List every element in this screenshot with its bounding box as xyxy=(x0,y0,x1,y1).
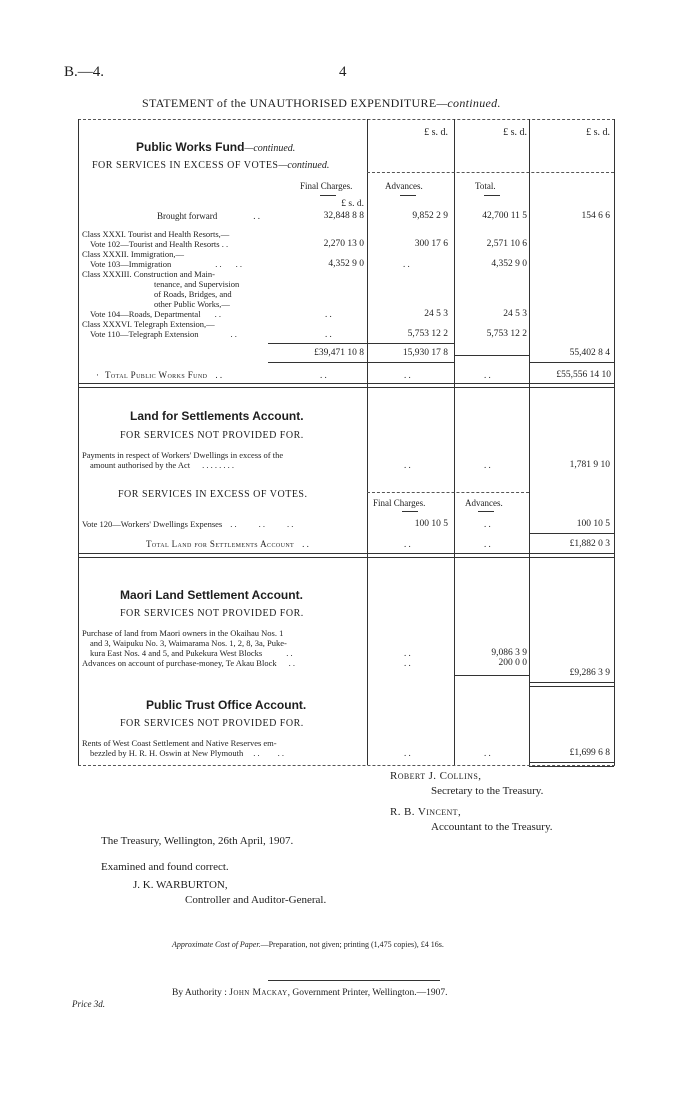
left-border xyxy=(78,119,79,765)
pwf-advances-header: Advances. xyxy=(385,181,423,191)
subtotal-rule-left xyxy=(268,343,454,344)
pwf-heading-cont: —continued. xyxy=(244,143,296,154)
lsa-payments-value: 1,781 9 10 xyxy=(569,460,610,470)
leader-dots: . . xyxy=(302,539,309,549)
mls-purchase-line-3 xyxy=(90,648,293,658)
leader-dots: . . xyxy=(230,329,237,339)
leader-dots: . . xyxy=(404,648,411,658)
pwf-heading-text: Public Works Fund xyxy=(136,140,245,154)
mls-total-double-rule xyxy=(529,682,614,687)
leader-dots: . . xyxy=(325,309,332,319)
pwf-total-header: Total. xyxy=(475,181,496,191)
page-title xyxy=(142,96,501,111)
leader-dots: . . xyxy=(404,539,411,549)
mls-advances-line xyxy=(82,658,295,668)
signatory-3-title: Controller and Auditor-General. xyxy=(185,894,327,906)
leader-dots: . . xyxy=(277,748,284,758)
leader-dots: . . xyxy=(235,259,243,269)
pwf-subheading-rule xyxy=(367,172,614,173)
class-xxxiii-line-3: of Roads, Bridges, and xyxy=(154,289,232,299)
rule xyxy=(402,511,418,512)
column-header-2: £ s. d. xyxy=(503,127,527,138)
leader-dots: . . xyxy=(325,329,332,339)
vote-104-label xyxy=(90,309,221,319)
mls-advances-text: Advances on account of purchase-money, Te Akau Block xyxy=(82,658,277,668)
rule xyxy=(529,533,614,534)
signatory-3-name: J. K. WARBURTON, xyxy=(133,879,228,891)
signatory-1-name: Robert J. Collins, xyxy=(390,770,482,782)
leader-dots: . . . . . . . . xyxy=(202,460,234,470)
class-xxxii-label: Class XXXII. Immigration,— xyxy=(82,249,184,259)
leader-dots: . . xyxy=(230,519,237,529)
bf-label-text: Brought forward xyxy=(157,211,218,221)
lsa-advances-header: Advances. xyxy=(465,498,503,508)
lsa-total-label xyxy=(146,539,309,549)
signatory-1-title: Secretary to the Treasury. xyxy=(431,785,544,797)
vote-102-total: 2,571 10 6 xyxy=(486,239,527,249)
pto-rents-line-1: Rents of West Coast Settlement and Native Reserves em- xyxy=(82,738,277,748)
cost-of-paper xyxy=(172,940,444,949)
class-xxxiii-line-4: other Public Works,— xyxy=(154,299,230,309)
leader-dots: . . xyxy=(484,460,491,470)
leader-dots: . . xyxy=(258,519,265,529)
leader-dots: . . xyxy=(484,519,491,529)
page-number: 4 xyxy=(339,64,347,80)
right-border xyxy=(614,119,615,765)
lsa-subheading-1: FOR SERVICES NOT PROVIDED FOR. xyxy=(120,430,304,441)
vote-120-right: 100 10 5 xyxy=(576,519,610,529)
pwf-sub-cont: —continued. xyxy=(278,160,330,171)
bf-total: 42,700 11 5 xyxy=(482,211,527,221)
leader-dots: . . xyxy=(404,460,411,470)
pwf-lsd-header: £ s. d. xyxy=(341,199,364,209)
column-divider-2 xyxy=(454,119,455,765)
leader-dots: . . xyxy=(403,259,410,269)
vote-120-text: Vote 120—Workers' Dwellings Expenses xyxy=(82,519,223,529)
bf-advances: 9,852 2 9 xyxy=(412,211,448,221)
title-of: of the xyxy=(213,96,250,110)
leader-dots: . . xyxy=(404,658,411,668)
rule xyxy=(478,511,494,512)
mls-advances-value: 200 0 0 xyxy=(498,658,527,668)
table-top-rule xyxy=(78,119,615,120)
footer-rule xyxy=(268,980,440,981)
vote-102-label: Vote 102—Tourist and Health Resorts . . xyxy=(90,239,229,249)
pwf-total-label xyxy=(96,370,222,380)
lsa-subheading-2: FOR SERVICES IN EXCESS OF VOTES. xyxy=(118,489,308,500)
examined-note: Examined and found correct. xyxy=(101,861,229,873)
leader-dots: . . xyxy=(320,370,327,380)
pwf-heading xyxy=(136,140,295,154)
lsa-payments-line-2 xyxy=(90,460,234,470)
mls-subheading: FOR SERVICES NOT PROVIDED FOR. xyxy=(120,608,304,619)
mls-purchase-text: kura East Nos. 4 and 5, and Pukekura West Blocks xyxy=(90,648,263,658)
subtotal-link-rule xyxy=(454,355,529,356)
rule xyxy=(367,492,529,493)
lsa-heading: Land for Settlements Account. xyxy=(130,409,304,423)
page-reference: B.—4. xyxy=(64,64,105,80)
price: Price 3d. xyxy=(72,999,105,1009)
lsa-total-text: Total Land for Settlements Account xyxy=(146,539,295,549)
lsa-payments-line-1: Payments in respect of Workers' Dwellings in excess of the xyxy=(82,450,284,460)
vote-102-advances: 300 17 6 xyxy=(414,239,448,249)
place-and-date: The Treasury, Wellington, 26th April, 1907. xyxy=(101,835,294,847)
pwf-total-value: £55,556 14 10 xyxy=(556,370,611,380)
leader-dots: . . xyxy=(288,658,295,668)
pto-double-rule xyxy=(529,762,614,767)
bullet: · xyxy=(96,370,99,380)
bf-final: 32,848 8 8 xyxy=(323,211,364,221)
mls-link-rule xyxy=(454,675,529,676)
lsa-total-double-rule xyxy=(78,553,614,558)
pwf-subtotal-final: £39,471 10 8 xyxy=(314,348,364,358)
leader-dots: . . xyxy=(215,370,223,380)
pwf-subtotal-right: 55,402 8 4 xyxy=(569,348,610,358)
rule xyxy=(484,195,500,196)
pto-rents-line-2 xyxy=(90,748,284,758)
title-lead: STATEMENT xyxy=(142,96,214,110)
lsa-payments-text: amount authorised by the Act xyxy=(90,460,191,470)
pwf-sub-text: FOR SERVICES IN EXCESS OF VOTES xyxy=(92,160,279,171)
pwf-final-charges-header: Final Charges. xyxy=(300,181,353,191)
vote-104-text: Vote 104—Roads, Departmental xyxy=(90,309,201,319)
title-main: UNAUTHORISED EXPENDITURE xyxy=(249,96,437,110)
leader-dots: . . xyxy=(404,370,411,380)
signatory-2-title: Accountant to the Treasury. xyxy=(431,821,553,833)
authority-pre: By Authority : xyxy=(172,988,230,998)
rule xyxy=(400,195,416,196)
vote-110-advances: 5,753 12 2 xyxy=(407,329,448,339)
vote-102-final: 2,270 13 0 xyxy=(323,239,364,249)
vote-103-text: Vote 103—Immigration xyxy=(90,259,172,269)
leader-dots: . . xyxy=(215,259,222,269)
pwf-total-double-rule xyxy=(78,383,614,388)
leader-dots: . . xyxy=(286,648,293,658)
class-xxxi-label: Class XXXI. Tourist and Health Resorts,— xyxy=(82,229,230,239)
pto-rents-text: bezzled by H. R. H. Oswin at New Plymouth xyxy=(90,748,244,758)
cost-label: Approximate Cost of Paper. xyxy=(172,940,261,949)
leader-dots: . . xyxy=(484,539,491,549)
column-divider-1 xyxy=(367,119,368,765)
mls-purchase-line-2: and 3, Waipuku No. 3, Waimarama Nos. 1, 2, 8, 3a, Puke- xyxy=(90,638,287,648)
printer-imprint xyxy=(172,988,448,998)
leader-dots: . . xyxy=(253,748,260,758)
vote-104-total: 24 5 3 xyxy=(503,309,527,319)
title-continued: —continued. xyxy=(436,96,501,110)
vote-120-final: 100 10 5 xyxy=(414,519,448,529)
cost-text: —Preparation, not given; printing (1,475 copies), £4 16s. xyxy=(260,940,444,949)
mls-purchase-line-1: Purchase of land from Maori owners in the Okaihau Nos. 1 xyxy=(82,628,284,638)
class-xxxiii-line-2: tenance, and Supervision xyxy=(154,279,240,289)
leader-dots: . . xyxy=(214,309,221,319)
bf-right: 154 6 6 xyxy=(581,211,610,221)
pto-subheading: FOR SERVICES NOT PROVIDED FOR. xyxy=(120,718,304,729)
column-divider-3 xyxy=(529,119,530,765)
rule xyxy=(268,362,454,363)
leader-dots: . . xyxy=(286,519,294,529)
vote-110-total: 5,753 12 2 xyxy=(486,329,527,339)
mls-heading: Maori Land Settlement Account. xyxy=(120,588,303,602)
vote-103-label xyxy=(90,259,242,269)
printer-name: John Mackay xyxy=(229,988,288,998)
vote-103-final: 4,352 9 0 xyxy=(328,259,364,269)
vote-120-label xyxy=(82,519,293,529)
rule xyxy=(529,362,614,363)
pto-value: £1,699 6 8 xyxy=(569,748,610,758)
leader-dots: . . xyxy=(253,211,260,221)
authority-post: , Government Printer, Wellington.—1907. xyxy=(287,988,448,998)
pwf-subheading xyxy=(92,160,329,171)
vote-110-text: Vote 110—Telegraph Extension xyxy=(90,329,199,339)
lsa-total-value: £1,882 0 3 xyxy=(569,539,610,549)
vote-104-advances: 24 5 3 xyxy=(424,309,448,319)
mls-total-value: £9,286 3 9 xyxy=(569,668,610,678)
pwf-total-text: Total Public Works Fund xyxy=(105,370,208,380)
lsa-final-charges-header: Final Charges. xyxy=(373,498,426,508)
vote-110-label xyxy=(90,329,237,339)
leader-dots: . . xyxy=(404,748,411,758)
leader-dots: . . xyxy=(484,748,491,758)
column-header-1: £ s. d. xyxy=(424,127,448,138)
class-xxxiii-label: Class XXXIII. Construction and Main- xyxy=(82,269,215,279)
vote-103-total: 4,352 9 0 xyxy=(491,259,527,269)
column-header-3: £ s. d. xyxy=(586,127,610,138)
class-xxxvi-label: Class XXXVI. Telegraph Extension,— xyxy=(82,319,215,329)
mls-purchase-value: 9,086 3 9 xyxy=(491,648,527,658)
brought-forward-label xyxy=(157,211,260,221)
pto-heading: Public Trust Office Account. xyxy=(146,698,307,712)
leader-dots: . . xyxy=(484,370,491,380)
rule xyxy=(320,195,336,196)
signatory-2-name: R. B. Vincent, xyxy=(390,806,462,818)
pwf-subtotal-advances: 15,930 17 8 xyxy=(402,348,448,358)
